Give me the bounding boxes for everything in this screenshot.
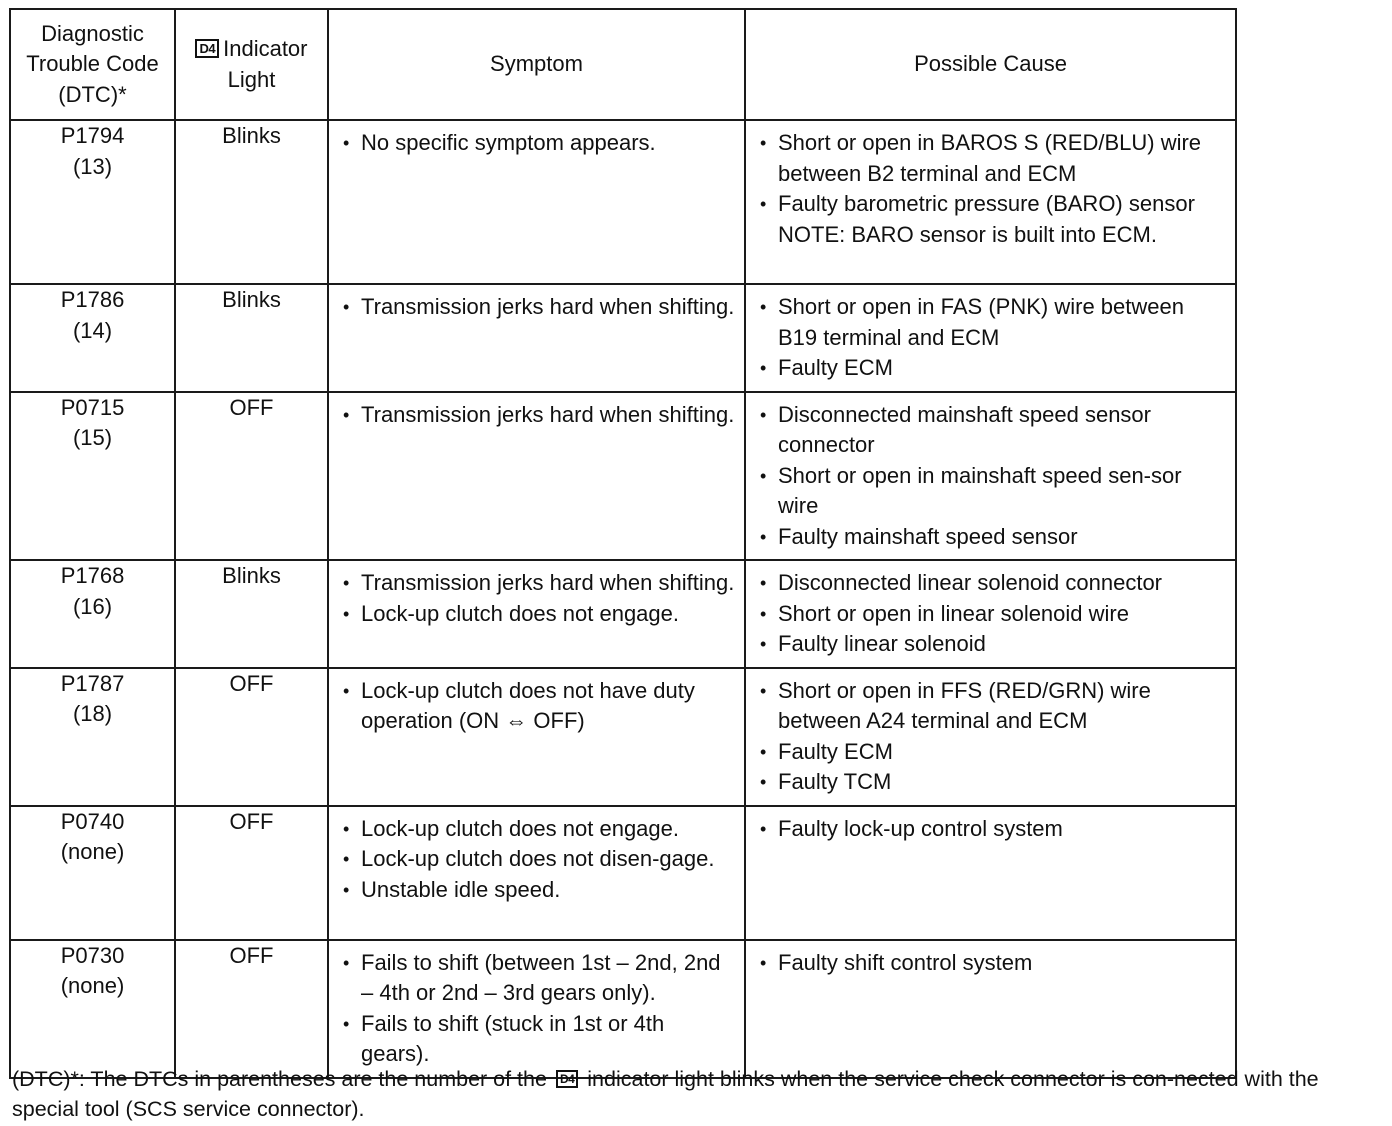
dtc-blink-count: (16) — [72, 593, 113, 619]
dtc-code: P1794 — [60, 123, 125, 148]
cause-text: Faulty linear solenoid — [778, 631, 986, 656]
cause-note: NOTE: BARO sensor is built into ECM. — [778, 221, 1157, 247]
dtc-code-cell — [10, 392, 175, 561]
symptom-cell — [328, 806, 745, 940]
cause-text: Faulty shift control system — [778, 949, 1033, 975]
table-row — [10, 940, 1236, 1078]
cause-text: Faulty mainshaft speed sensor — [778, 523, 1078, 549]
header-possible-cause: Possible Cause — [745, 9, 1236, 120]
dtc-code: P0715 — [60, 394, 125, 420]
symptom-list — [329, 669, 744, 744]
possible-cause-cell — [745, 940, 1236, 1078]
header-indicator-light — [175, 9, 328, 120]
cause-item — [760, 948, 1227, 979]
indicator-light-status: Blinks — [175, 120, 328, 284]
cause-item — [760, 737, 1227, 768]
dtc-code-cell — [10, 284, 175, 392]
cause-list — [746, 807, 1235, 852]
cause-item — [760, 292, 1227, 353]
symptom-item: • Lock-up clutch does not have duty operation (ON ⇔ OFF) — [343, 676, 736, 737]
symptom-cell — [328, 392, 745, 561]
cause-text: Disconnected linear solenoid connector — [778, 570, 1163, 595]
cause-item — [760, 400, 1227, 461]
possible-cause-cell — [745, 120, 1236, 284]
table-row — [10, 392, 1236, 561]
dtc-code-cell — [10, 806, 175, 940]
dtc-blink-count: (13) — [72, 153, 113, 179]
dtc-blink-count: (15) — [72, 425, 113, 450]
cause-text: Short or open in BAROS S (RED/BLU) wire between B2 terminal and ECM — [778, 130, 1202, 186]
dtc-blink-count: (none) — [60, 973, 125, 998]
symptom-cell — [328, 668, 745, 806]
cause-text: Short or open in FFS (RED/GRN) wire between A24 terminal and ECM — [778, 677, 1151, 733]
indicator-light-status: OFF — [175, 806, 328, 940]
dtc-code-cell — [10, 668, 175, 806]
cause-list — [746, 669, 1235, 805]
symptom-cell — [328, 120, 745, 284]
cause-text: Faulty lock-up control system — [778, 815, 1063, 841]
dtc-blink-count: (none) — [60, 839, 125, 864]
table-row — [10, 560, 1236, 668]
possible-cause-cell — [745, 284, 1236, 392]
dtc-code: P1786 — [60, 287, 125, 312]
dtc-code: P0740 — [60, 808, 125, 834]
header-dtc — [10, 9, 175, 120]
symptom-item: • Transmission jerks hard when shifting. — [343, 568, 736, 599]
header-dtc-line-3: (DTC)* — [58, 81, 127, 107]
cause-item — [760, 676, 1227, 737]
symptom-cell — [328, 284, 745, 392]
symptom-item: • Lock-up clutch does not engage. — [343, 599, 736, 630]
header-symptom: Symptom — [328, 9, 745, 120]
symptom-list — [329, 807, 744, 913]
dtc-code: P1787 — [60, 670, 125, 696]
dtc-code-cell — [10, 120, 175, 284]
header-light-word: Light — [227, 66, 276, 92]
cause-item — [760, 189, 1227, 250]
header-dtc-line-2: Trouble Code — [26, 51, 159, 77]
symptom-item: • Unstable idle speed. — [343, 875, 736, 906]
possible-cause-cell — [745, 668, 1236, 806]
dtc-code: P0730 — [60, 942, 125, 968]
dtc-blink-count: (14) — [72, 317, 113, 343]
dtc-table-body — [10, 120, 1236, 1078]
possible-cause-cell — [745, 560, 1236, 668]
cause-text: Faulty barometric pressure (BARO) sensor — [778, 191, 1195, 216]
cause-text: Faulty TCM — [778, 769, 892, 794]
symptom-item: • Transmission jerks hard when shifting. — [343, 400, 736, 431]
header-indicator-word: Indicator — [223, 36, 308, 61]
symptom-item: • Fails to shift (between 1st – 2nd, 2nd – 4th or 2nd – 3rd gears only). — [343, 948, 736, 1009]
cause-list — [746, 393, 1235, 560]
symptom-item: • No specific symptom appears. — [343, 128, 736, 159]
cause-text: Disconnected mainshaft speed sensor connector — [778, 401, 1151, 457]
cause-item — [760, 128, 1227, 189]
header-dtc-line-1: Diagnostic — [41, 20, 144, 46]
possible-cause-cell — [745, 806, 1236, 940]
symptom-list — [329, 941, 744, 1077]
dtc-code-cell — [10, 940, 175, 1078]
cause-text: Short or open in mainshaft speed sen-sor wire — [778, 462, 1182, 518]
possible-cause-cell — [745, 392, 1236, 561]
cause-item — [760, 767, 1227, 798]
cause-text: Short or open in FAS (PNK) wire between B19 terminal and ECM — [778, 294, 1184, 350]
d4-indicator-icon: D4 — [556, 1070, 578, 1088]
indicator-light-status: Blinks — [175, 284, 328, 392]
cause-item — [760, 599, 1227, 630]
cause-text: Short or open in linear solenoid wire — [778, 600, 1129, 626]
footnote — [12, 1064, 1384, 1124]
cause-list — [746, 941, 1235, 986]
symptom-list — [329, 393, 744, 438]
indicator-light-status: OFF — [175, 392, 328, 561]
dtc-code: P1768 — [60, 563, 125, 588]
symptom-item: • Fails to shift (stuck in 1st or 4th gears). — [343, 1009, 736, 1070]
dtc-blink-count: (18) — [72, 701, 113, 726]
cause-item — [760, 814, 1227, 845]
table-header-row — [10, 9, 1236, 120]
symptom-list — [329, 121, 744, 166]
table-row — [10, 668, 1236, 806]
symptom-cell — [328, 940, 745, 1078]
symptom-list — [329, 561, 744, 636]
cause-text: Faulty ECM — [778, 355, 893, 380]
footnote-text-after: indicator light blinks when the service check connector is con-nected with the special tool (SCS service connector). — [12, 1067, 1319, 1121]
symptom-cell — [328, 560, 745, 668]
cause-list — [746, 285, 1235, 391]
cause-list — [746, 561, 1235, 667]
d4-indicator-icon: D4 — [195, 39, 219, 58]
symptom-item: • Lock-up clutch does not engage. — [343, 814, 736, 845]
cause-item — [760, 522, 1227, 553]
dtc-table — [9, 8, 1237, 1079]
indicator-light-status: OFF — [175, 940, 328, 1078]
indicator-light-status: OFF — [175, 668, 328, 806]
symptom-item: • Transmission jerks hard when shifting. — [343, 292, 736, 323]
cause-item — [760, 568, 1227, 599]
table-row — [10, 284, 1236, 392]
footnote-text-before: (DTC)*: The DTCs in parentheses are the number of the — [12, 1067, 547, 1091]
dtc-code-cell — [10, 560, 175, 668]
table-row — [10, 120, 1236, 284]
symptom-item: • Lock-up clutch does not disen-gage. — [343, 844, 736, 875]
symptom-list — [329, 285, 744, 330]
cause-item — [760, 353, 1227, 384]
cause-text: Faulty ECM — [778, 738, 893, 764]
cause-item — [760, 461, 1227, 522]
cause-item — [760, 629, 1227, 660]
table-row — [10, 806, 1236, 940]
cause-list — [746, 121, 1235, 257]
indicator-light-status: Blinks — [175, 560, 328, 668]
